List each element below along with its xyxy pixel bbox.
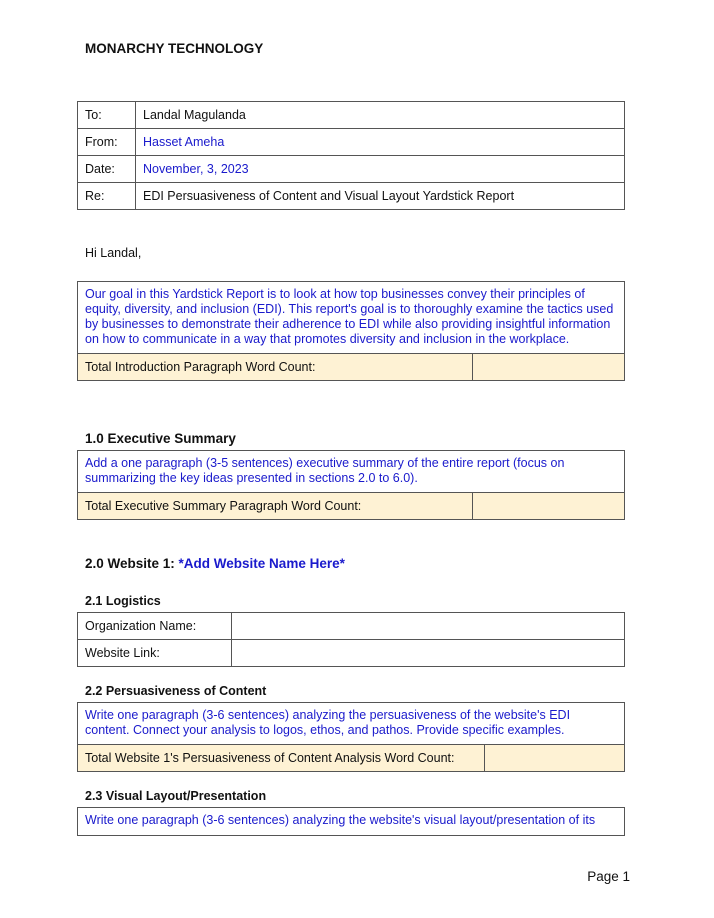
- memo-from-row: [78, 129, 625, 156]
- greeting: Hi Landal,: [85, 246, 142, 260]
- persuasiveness-box: [77, 702, 625, 772]
- visual-layout-paragraph[interactable]: Write one paragraph (3-6 sentences) analyzing the website's visual layout/presentation of its: [78, 808, 625, 836]
- exec-summary-heading: 1.0 Executive Summary: [85, 431, 236, 446]
- website-name-placeholder[interactable]: *Add Website Name Here*: [178, 556, 345, 571]
- intro-word-count-label: Total Introduction Paragraph Word Count:: [78, 354, 473, 381]
- memo-date-value[interactable]: November, 3, 2023: [136, 156, 625, 183]
- memo-re-label: Re:: [78, 183, 136, 210]
- logistics-heading: 2.1 Logistics: [85, 594, 161, 608]
- exec-summary-box: [77, 450, 625, 520]
- website-link-label: Website Link:: [78, 640, 232, 667]
- org-name-label: Organization Name:: [78, 613, 232, 640]
- memo-to-value[interactable]: Landal Magulanda: [136, 102, 625, 129]
- memo-to-row: [78, 102, 625, 129]
- website1-heading: [85, 556, 345, 571]
- persuasiveness-paragraph[interactable]: Write one paragraph (3-6 sentences) analyzing the persuasiveness of the website's EDI content. Connect your analysis to logos, ethos, and pathos. Provide specific examples.: [78, 703, 625, 745]
- memo-from-label: From:: [78, 129, 136, 156]
- memo-header-table: [77, 101, 625, 210]
- exec-word-count-label: Total Executive Summary Paragraph Word Count:: [78, 493, 473, 520]
- intro-word-count-value[interactable]: [473, 354, 625, 381]
- persuasiveness-word-count-label: Total Website 1's Persuasiveness of Content Analysis Word Count:: [78, 745, 485, 772]
- persuasiveness-word-count-value[interactable]: [485, 745, 625, 772]
- exec-word-count-value[interactable]: [473, 493, 625, 520]
- website-link-row: [78, 640, 625, 667]
- memo-re-value[interactable]: EDI Persuasiveness of Content and Visual Layout Yardstick Report: [136, 183, 625, 210]
- intro-box: [77, 281, 625, 381]
- exec-summary-paragraph[interactable]: Add a one paragraph (3-5 sentences) executive summary of the entire report (focus on summarizing the key ideas presented in sections 2.0 to 6.0).: [78, 451, 625, 493]
- org-name-field[interactable]: [232, 613, 625, 640]
- visual-layout-box: [77, 807, 625, 836]
- logistics-table: [77, 612, 625, 667]
- website-link-field[interactable]: [232, 640, 625, 667]
- memo-re-row: [78, 183, 625, 210]
- persuasiveness-heading: 2.2 Persuasiveness of Content: [85, 684, 267, 698]
- company-name: MONARCHY TECHNOLOGY: [85, 41, 264, 56]
- page-number: Page 1: [587, 869, 630, 884]
- memo-to-label: To:: [78, 102, 136, 129]
- memo-date-row: [78, 156, 625, 183]
- memo-from-value[interactable]: Hasset Ameha: [136, 129, 625, 156]
- website1-heading-prefix: 2.0 Website 1:: [85, 556, 179, 571]
- org-name-row: [78, 613, 625, 640]
- memo-date-label: Date:: [78, 156, 136, 183]
- intro-paragraph[interactable]: Our goal in this Yardstick Report is to look at how top businesses convey their principles of equity, diversity, and inclusion (EDI). This report's goal is to thoroughly examine the tactics used by businesses to demonstrate their adherence to EDI while also providing insightful information on how to communicate in a way that promotes diversity and inclusion in the workplace.: [78, 282, 625, 354]
- visual-layout-heading: 2.3 Visual Layout/Presentation: [85, 789, 267, 803]
